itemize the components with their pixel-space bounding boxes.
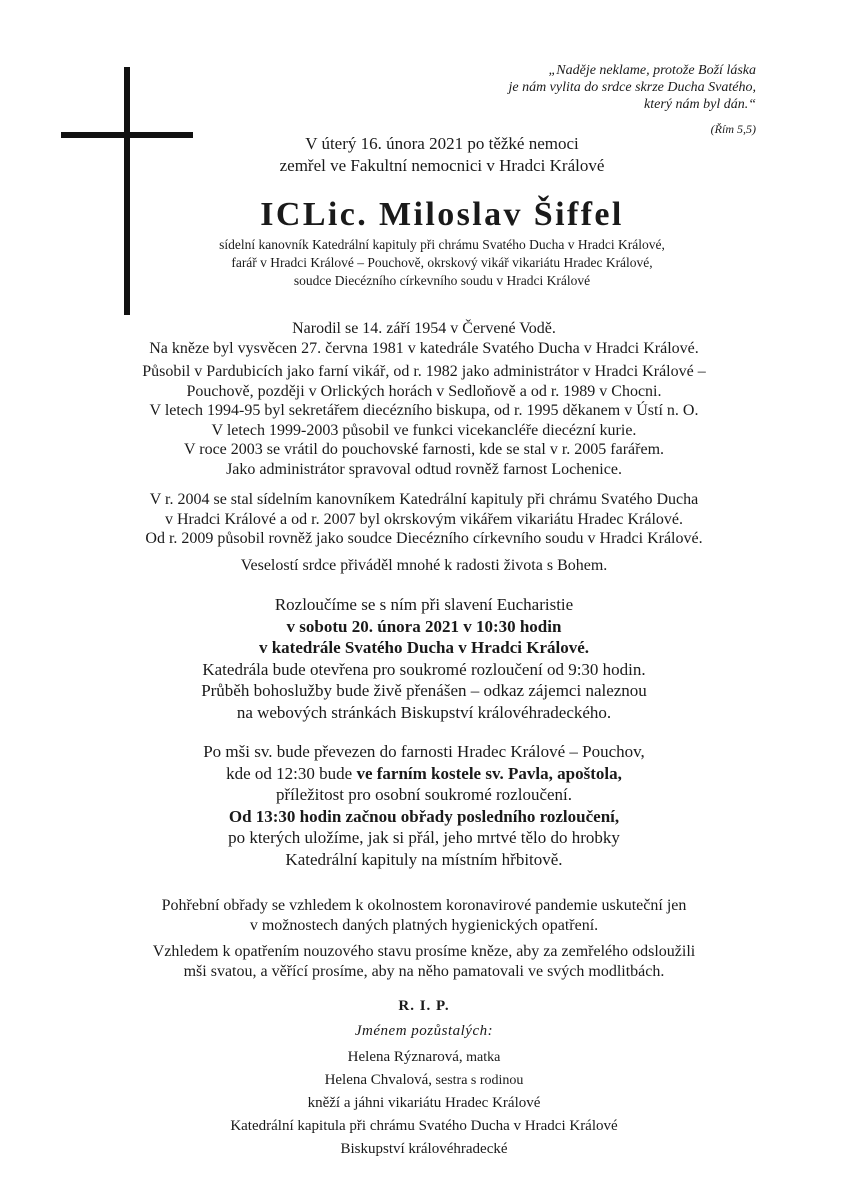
deceased-titles <box>0 236 848 290</box>
funeral-line: Průběh bohoslužby bude živě přenášen – odkaz zájemci naleznou <box>201 681 647 700</box>
bio-line: Narodil se 14. září 1954 v Červené Vodě. <box>292 320 556 337</box>
deceased-name: ICLic. Miloslav Šiffel <box>260 196 624 233</box>
title-line: farář v Hradci Králové – Pouchově, okrskový vikář vikariátu Hradec Králové, <box>231 255 653 270</box>
funeral-line: Rozloučíme se s ním při slavení Eucharistie <box>274 595 574 614</box>
biography-birth <box>0 319 848 358</box>
last-farewell-time: Od 13:30 hodin začnou obřady posledního rozloučení, <box>228 806 620 826</box>
funeral-date-time: v sobotu 20. února 2021 v 10:30 hodin <box>286 616 562 636</box>
bio-line: Na kněze byl vysvěcen 27. června 1981 v katedrále Svatého Ducha v Hradci Králové. <box>149 339 699 357</box>
title-line: sídelní kanovník Katedrální kapituly při chrámu Svatého Ducha v Hradci Králové, <box>219 237 665 252</box>
mourners-list <box>0 1046 848 1161</box>
bio-line: Jako administrátor spravoval odtud rovněž farnost Lochenice. <box>226 460 622 478</box>
mourner-item <box>0 1069 848 1092</box>
quote-reference: (Řím 5,5) <box>710 122 756 136</box>
bio-line: Působil v Pardubicích jako farní vikář, od r. 1982 jako administrátor v Hradci Králové – <box>142 363 706 380</box>
notice-line: v možnostech daných platných hygienických opatření. <box>249 917 599 934</box>
request-line: Vzhledem k opatřením nouzového stavu prosíme kněze, aby za zemřelého odsloužili <box>152 943 696 960</box>
bible-quote <box>436 62 756 138</box>
quote-line: „Naděje neklame, protože Boží láska <box>548 63 756 78</box>
bio-line: Pouchově, později v Orlických horách v Sedloňově a od r. 1989 v Chocni. <box>186 382 662 400</box>
bio-line: V letech 1994-95 byl sekretářem diecézního biskupa, od r. 1995 děkanem v Ústí n. O. <box>149 402 699 419</box>
biography-closing: Veselostí srdce přiváděl mnohé k radosti života s Bohem. <box>240 557 608 574</box>
burial-line: příležitost pro osobní soukromé rozloučení. <box>275 785 573 804</box>
bio-line: V roce 2003 se vrátil do pouchovské farnosti, kde se stal v r. 2005 farářem. <box>183 441 665 458</box>
pandemic-notice <box>0 896 848 936</box>
mourner-name: kněží a jáhni vikariátu Hradec Králové <box>307 1095 541 1111</box>
mourner-item <box>0 1138 848 1161</box>
burial-info <box>0 741 848 870</box>
mourner-relation: sestra s rodinou <box>432 1073 524 1088</box>
mourner-name: Biskupství královéhradecké <box>340 1141 508 1157</box>
burial-line: po kterých uložíme, jak si přál, jeho mrtvé tělo do hrobky <box>228 828 620 847</box>
funeral-line: na webových stránkách Biskupství královéhradeckého. <box>236 702 612 722</box>
mourner-name: Helena Chvalová, <box>324 1072 433 1088</box>
mourner-item <box>0 1115 848 1138</box>
bio-line: Od r. 2009 působil rovněž jako soudce Diecézního církevního soudu v Hradci Králové. <box>145 530 703 547</box>
bio-line: v Hradci Králové a od r. 2007 byl okrskovým vikářem vikariátu Hradec Králové. <box>164 510 684 528</box>
mourner-name: Katedrální kapitula při chrámu Svatého Ducha v Hradci Králové <box>230 1118 618 1134</box>
rip-label: R. I. P. <box>398 998 450 1014</box>
bio-line: V r. 2004 se stal sídelním kanovníkem Katedrální kapituly při chrámu Svatého Ducha <box>149 491 699 508</box>
title-line: soudce Diecézního církevního soudu v Hradci Králové <box>293 273 591 288</box>
burial-line-text: kde od 12:30 bude <box>226 763 357 783</box>
funeral-mass-info <box>0 594 848 723</box>
notice-line: Pohřební obřady se vzhledem k okolnostem koronavirové pandemie uskuteční jen <box>161 897 687 914</box>
biography-career <box>0 362 848 479</box>
biography-canon <box>0 490 848 549</box>
bio-line: V letech 1999-2003 působil ve funkci vicekancléře diecézní kurie. <box>211 421 637 439</box>
burial-line: Po mši sv. bude převezen do farnosti Hradec Králové – Pouchov, <box>203 742 645 761</box>
intro-line: V úterý 16. února 2021 po těžké nemoci <box>305 134 579 153</box>
on-behalf-label: Jménem pozůstalých: <box>354 1023 494 1039</box>
burial-line <box>0 763 848 785</box>
funeral-place: v katedrále Svatého Ducha v Hradci Králové. <box>258 638 590 657</box>
mourner-relation: matka <box>462 1050 501 1065</box>
mourner-item <box>0 1046 848 1069</box>
intro-line: zemřel ve Fakultní nemocnici v Hradci Králové <box>279 156 605 175</box>
church-name: ve farním kostele sv. Pavla, apoštola, <box>356 763 622 783</box>
mourner-item <box>0 1092 848 1115</box>
request-line: mši svatou, a věřící prosíme, aby na něho pamatovali ve svých modlitbách. <box>183 963 665 980</box>
quote-line: který nám byl dán.“ <box>644 97 756 112</box>
death-announcement <box>0 133 848 177</box>
mourner-name: Helena Rýznarová, <box>347 1049 463 1065</box>
prayer-request <box>0 942 848 982</box>
funeral-line: Katedrála bude otevřena pro soukromé rozloučení od 9:30 hodin. <box>202 659 646 679</box>
burial-line: Katedrální kapituly na místním hřbitově. <box>285 849 563 869</box>
quote-line: je nám vylita do srdce skrze Ducha Svatého, <box>508 80 756 95</box>
